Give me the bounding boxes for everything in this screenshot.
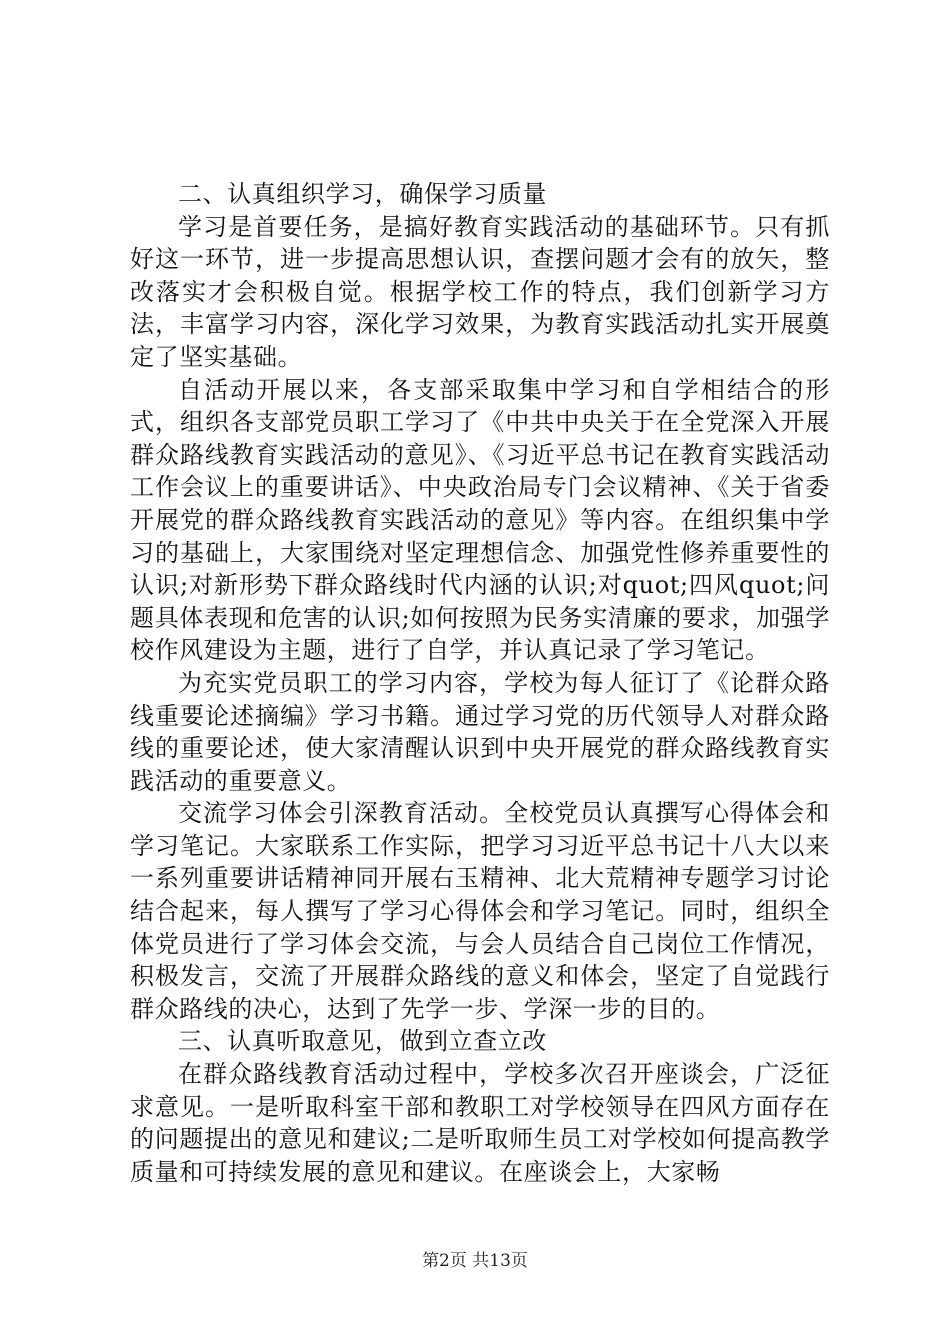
paragraph-study-task: 学习是首要任务，是搞好教育实践活动的基础环节。只有抓好这一环节，进一步提高思想认识，查摆问题才会有的放矢，整改落实才会积极自觉。根据学校工作的特点，我们创新学习方法，丰富学习内容，深化学习效果，为教育实践活动扎实开展奠定了坚实基础。 [130,212,830,371]
page-footer: 第2页 共13页 [422,1251,528,1271]
document-body [130,178,830,1188]
section-heading-2: 二、认真组织学习，确保学习质量 [178,180,547,208]
paragraph-study-books: 为充实党员职工的学习内容，学校为每人征订了《论群众路线重要论述摘编》学习书籍。通过学习党的历代领导人对群众路线的重要论述，使大家清醒认识到中央开展党的群众路线教育实践活动的重要意义。 [130,668,830,795]
section-heading-3: 三、认真听取意见，做到立查立改 [178,1027,547,1056]
paragraph-experience-exchange: 交流学习体会引深教育活动。全校党员认真撰写心得体会和学习笔记。大家联系工作实际，把学习习近平总书记十八大以来一系列重要讲话精神同开展右玉精神、北大荒精神专题学习讨论结合起来，每人撰写了学习心得体会和学习笔记。同时，组织全体党员进行了学习体会交流，与会人员结合自己岗位工作情况，积极发言，交流了开展群众路线的意义和体会，坚定了自觉践行群众路线的决心，达到了先学一步、学深一步的目的。 [130,799,830,1023]
paragraph-listen-opinions: 在群众路线教育活动过程中，学校多次召开座谈会，广泛征求意见。一是听取科室干部和教职工对学校领导在四风方面存在的问题提出的意见和建议;二是听取师生员工对学校如何提高教学质量和可持续发展的意见和建议。在座谈会上，大家畅 [130,1060,830,1186]
paragraph-study-forms: 自活动开展以来，各支部采取集中学习和自学相结合的形式，组织各支部党员职工学习了《中共中央关于在全党深入开展群众路线教育实践活动的意见》、《习近平总书记在教育实践活动工作会议上的重要讲话》、中央政治局专门会议精神、《关于省委开展党的群众路线教育实践活动的意见》等内容。在组织集中学习的基础上，大家围绕对坚定理想信念、加强党性修养重要性的认识;对新形势下群众路线时代内涵的认识;对quot;四风quot;问题具体表现和危害的认识;如何按照为民务实清廉的要求，加强学校作风建设为主题，进行了自学，并认真记录了学习笔记。 [130,375,830,665]
